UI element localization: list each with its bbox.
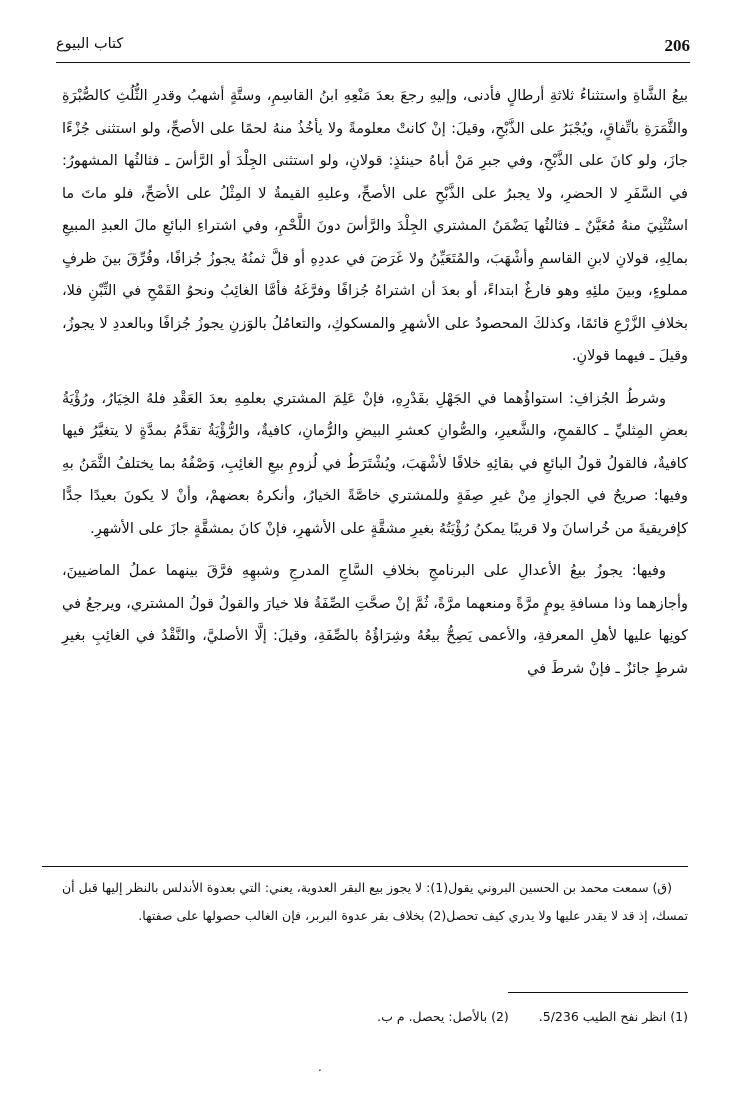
paragraph-2: وشرطُ الجُزافِ: استواؤُهما في الجَهْلِ بقَدْرِهِ، فإنْ عَلِمَ المشتري بعلمِهِ بعدَ العَقْدِ فلهُ الخِيَارُ، ورُؤْيَةُ بعضِ المِثليِّ ـ كالقمحِ، والشَّعيرِ، والصُّوانِ كعشرِ البيضِ والرُّمانِ، كافيةٌ، والرُّؤْيَةُ تقدَّمُ بمدَّةٍ لا يتغيَّرُ فيها كافيةٌ، فالقولُ قولُ البائعِ في بقائِهِ خلافًا لأشْهَبَ، ويُشْتَرَطُ في لُزومِ بيعِ الغائِبِ، وَصْفُهُ بما يختلفُ الثَّمَنُ بهِ وفيها: صريحٌ في الجوازِ مِنْ غيرِ صِفَةٍ وللمشتري خاصَّةً الخيارُ، وأنكرهُ بعضهمْ، وأنْ لا يكونَ بعيدًا جدًّا كإفريقيةَ من خُراسانَ ولا قريبًا يمكنُ رُؤْيَتُهُ بغيرِ مشقَّةٍ على الأشهرِ، فإنْ كانَ بمشقَّةٍ جازَ على الأشهرِ. [62, 390, 688, 537]
references [62, 1006, 688, 1028]
footnote-text: (ق) سمعت محمد بن الحسين البروني يقول(1): لا يجوز بيع البقر العدوية، يعني: التي بعدوة الأندلس بالنظر إليها قبل أن تمسك، إذ قد لا يقدر عليها ولا يدري كيف تحصل(2) بخلاف بقر عدوة البربر، فإن الغالب حصولها على صفتها. [62, 880, 688, 923]
page-mark: . [318, 1060, 322, 1074]
footnote-rule [42, 866, 688, 867]
reference-2 [377, 1006, 509, 1028]
references-rule [508, 992, 688, 993]
reference-number: (1) [670, 1009, 688, 1024]
footnote-block [62, 874, 688, 930]
page-number: 206 [664, 36, 690, 55]
reference-number: (2) [491, 1009, 509, 1024]
reference-1 [539, 1006, 688, 1028]
main-text [62, 80, 688, 695]
reference-text: بالأصل: يحصل. م ب. [377, 1009, 488, 1024]
header-rule [56, 62, 690, 63]
page-header [56, 34, 690, 64]
reference-text: انظر نفح الطيب 5/236. [538, 1009, 667, 1024]
paragraph-1: بيعُ الشَّاةِ واستثناءُ ثلاثةِ أرطالٍ فأدنى، وإليهِ رجعَ بعدَ مَنْعِهِ ابنُ القاسِمِ، وستَّةٍ أشهبُ وقدرِ الثُّلُثِ كالصُّبْرَةِ والثَّمَرَةِ باتِّفاقٍ، ويُجْبَرُ على الذَّبْحِ، وقيلَ: إنْ كانتْ معلومةً ولا يأخُذُ منهُ لحمًا على الأصحِّ، ولو استثنى جُزْءًا جازَ، ولو كانَ على الذَّبْحِ، وفي جبرِ مَنْ أباهُ حينئذٍ: قولانِ، ولو استثنى الجِلْدَ أو الرَّأسَ ـ فثالثُها المشهورُ: في السَّفَرِ لا الحضرِ، ولا يجبرُ على الذَّبْحِ على الأصحِّ، وعليهِ القيمةُ لا المِثْلُ على الأصَحِّ، فلو ماتَ ما استُثْنِيَ منهُ مُعَيَّنٌ ـ فثالثُها يَضْمَنُ المشتري الجِلْدَ والرَّأسَ دونَ اللَّحْمِ، وفي اشتراءِ البائعِ مالَ العبدِ المبيعِ بمالِهِ، قولانِ لابنِ القاسمِ وأشْهَبَ، والمُتَعَيِّنُ ولا غَرَضَ في عددِهِ أو قلَّ ثمنُهُ يجوزُ جُزافًا، وفُرِّقَ بينَ ظرفٍ مملوءٍ، وبينَ ملئِهِ وهو فارغٌ ابتداءً، أو بعدَ أن اشتراهُ جُزافًا وفرَّغَهُ فأمَّا الغائِبُ ونحوُ القَمْحِ في التِّبْنِ فلا، بخلافِ الزَّرْعِ قائمًا، وكذلكَ المحصودُ على الأشهرِ والمسكوكِ، والتعامُلُ بالوَزنِ يجوزُ جُزافًا وبالعددِ لا يجوزُ، وقيلَ ـ فيهما قولانِ. [62, 88, 688, 364]
running-title: كتاب البيوع [56, 36, 124, 52]
paragraph-3: وفيها: يجوزُ بيعُ الأعدالِ على البرنامجِ بخلافِ السَّاجِ المدرجِ وشبهِهِ فرَّقَ بينهما عملُ الماضيينَ، وأجازهما وذا مسافةِ يومٍ مرَّةً ومنعهما مرَّةً، ثُمَّ إنْ صحَّتِ الصِّفَةُ فلا خيارَ والقولُ قولُ المشتري، ويرجعُ في كونِها عليها لأهلِ المعرفةِ، والأعمى يَصِحُّ بيعُهُ وشِرَاؤُهُ بالصِّفَةِ، وقيلَ: إلَّا الأصليَّ، والنَّقْدُ في الغائِبِ بغيرِ شرطٍ جائزٌ ـ فإنْ شرطَ في [62, 563, 688, 677]
